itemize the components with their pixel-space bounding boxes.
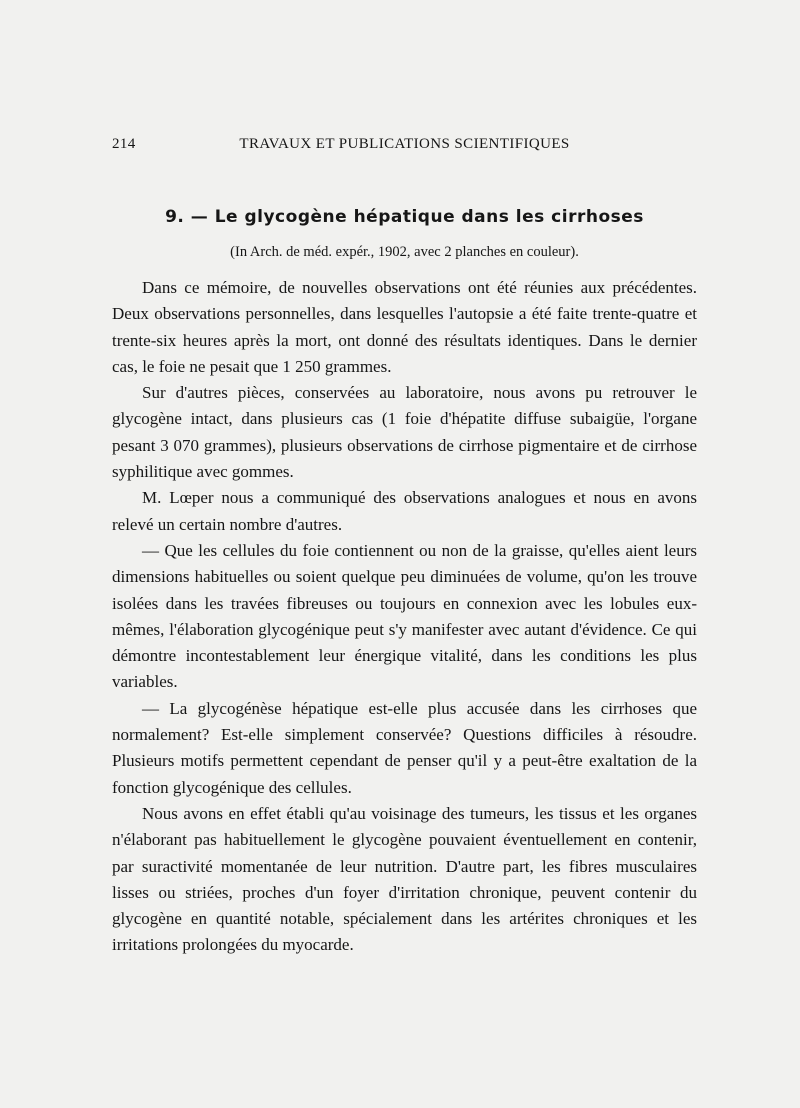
page-number: 214 — [112, 136, 136, 152]
paragraph: — La glycogénèse hépatique est-elle plus accusée dans les cirrhoses que normalement? Est-elle simplement conservée? Questions difficiles à résoudre. Plusieurs motifs permettent cependant de penser qu'il y a peut-être exaltation de la fonction glycogénique des cellules. — [112, 698, 697, 797]
body-text — [112, 275, 697, 959]
running-title: TRAVAUX ET PUBLICATIONS SCIENTIFIQUES — [239, 136, 570, 152]
running-header — [112, 136, 697, 158]
citation: (In Arch. de méd. expér., 1902, avec 2 planches en couleur). — [230, 244, 579, 260]
paragraph: — Que les cellules du foie contiennent ou non de la graisse, qu'elles aient leurs dimensions habituelles ou soient quelque peu diminuées de volume, qu'on les trouve isolées dans les travées fibreuses ou toujours en connexion avec les lobules eux-mêmes, l'élaboration glycogénique peut s'y manifester avec autant d'évidence. Ce qui démontre incontestablement leur énergique vitalité, dans les conditions les plus variables. — [112, 540, 697, 692]
paragraph: Sur d'autres pièces, conservées au laboratoire, nous avons pu retrouver le glycogène intact, dans plusieurs cas (1 foie d'hépatite diffuse subaigüe, l'organe pesant 3 070 grammes), plusieurs observations de cirrhose pigmentaire et de cirrhose syphilitique avec gommes. — [112, 383, 697, 482]
paragraph: Dans ce mémoire, de nouvelles observations ont été réunies aux précédentes. Deux observations personnelles, dans lesquelles l'autopsie a été faite trente-quatre et trente-six heures après la mort, ont donné des résultats identiques. Dans le dernier cas, le foie ne pesait que 1 250 grammes. — [112, 278, 697, 376]
section-title: 9. — Le glycogène hépatique dans les cirrhoses — [165, 207, 644, 227]
paragraph: Nous avons en effet établi qu'au voisinage des tumeurs, les tissus et les organes n'élaborant pas habituellement le glycogène pouvaient éventuellement en contenir, par suractivité momentanée de leur nutrition. D'autre part, les fibres musculaires lisses ou striées, proches d'un foyer d'irritation chronique, peuvent contenir du glycogène en quantité notable, spécialement dans les artérites chroniques et les irritations prolongées du myocarde. — [112, 803, 697, 955]
paragraph: M. Lœper nous a communiqué des observations analogues et nous en avons relevé un certain nombre d'autres. — [112, 488, 697, 534]
